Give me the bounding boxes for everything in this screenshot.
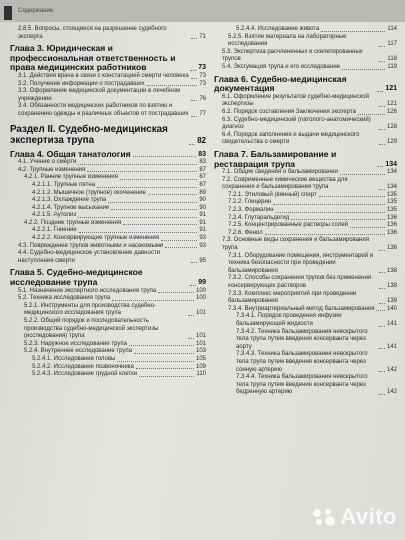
toc-entry — [214, 94, 397, 109]
toc-page-number: 140 — [386, 305, 397, 312]
toc-entry-title: 5.2.2. Общий порядок и последовательность производства судебно-медицинской экспертизы (исследования) трупа — [24, 318, 159, 340]
avito-watermark — [311, 504, 397, 530]
toc-entry-title: 4.2.1.4. Трупное высыхание — [32, 204, 110, 211]
dot-leader — [108, 202, 197, 203]
toc-page-number: 105 — [195, 355, 206, 362]
dot-leader — [111, 209, 197, 210]
dot-leader — [379, 348, 385, 349]
dot-leader — [319, 196, 385, 197]
toc-page-number: 73 — [199, 80, 206, 87]
toc-entry — [214, 306, 397, 314]
dot-leader — [376, 310, 385, 311]
toc-entry-title: 7.2.6. Фенол — [228, 229, 263, 236]
dot-leader — [147, 85, 198, 86]
toc-entry-title: 7.3.4.2. Техника бальзамирования невскрытого тела трупа путем введения консерванта через аорту — [236, 328, 368, 350]
toc-entry-title: 3.2. Получение информации о пострадавших — [18, 80, 145, 87]
toc-entry-title: 7.2.5. Концентрированные растворы солей — [228, 222, 349, 229]
dot-leader — [120, 179, 197, 180]
toc-entry — [10, 26, 206, 41]
dot-leader — [321, 31, 385, 32]
dot-leader — [379, 106, 385, 107]
toc-page-number: 83 — [199, 159, 206, 166]
toc-page-number: 87 — [199, 174, 206, 181]
dot-leader — [191, 78, 198, 79]
toc-entry — [214, 169, 397, 177]
toc-part-heading — [10, 124, 206, 147]
toc-entry — [214, 275, 397, 290]
dot-leader — [158, 292, 194, 293]
dot-leader — [291, 219, 385, 220]
toc-entry-title: 5.2.4.3. Исследование грудной клетки — [32, 371, 138, 378]
toc-chapter-heading — [214, 150, 397, 169]
toc-page-number: 134 — [386, 184, 397, 191]
toc-page-number: 138 — [386, 283, 397, 289]
toc-entry-title: Глава 3. Юридическая и профессиональная ответственность и права медицинских работников — [10, 43, 176, 73]
toc-entry-title: 7.3.4.1. Порядок проведения инфузии бальзамирующей жидкости — [236, 313, 342, 327]
dot-leader — [377, 166, 383, 167]
toc-page-number: 136 — [386, 245, 397, 252]
toc-entry — [214, 34, 397, 49]
dot-leader — [78, 217, 197, 218]
toc-entry-title: 4.4. Судебно-медицинское установление давности наступления смерти — [18, 250, 160, 264]
dot-leader — [148, 194, 197, 195]
toc-page-number: 136 — [386, 222, 397, 229]
toc-page-number: 103 — [195, 348, 206, 355]
toc-page-number: 76 — [199, 95, 206, 102]
dot-leader — [78, 164, 197, 165]
toc-entry-title: 5.2.4.4. Исследование живота — [236, 26, 320, 32]
toc-entry-title: 7.2. Современные химические вещества для сохранения и бальзамирования трупа — [222, 176, 348, 191]
toc-entry — [10, 159, 206, 167]
toc-entry-title: 5.2.4. Внутреннее исследование трупа — [24, 348, 133, 355]
toc-entry-title: 6.2. Порядок составления Заключения эксперта — [222, 108, 356, 115]
toc-page-number: 110 — [196, 371, 206, 378]
toc-entry-title: 4.3. Повреждение трупов животными и насекомыми — [18, 242, 164, 249]
toc-entry-title: 7.2.2. Глицерин — [228, 199, 272, 206]
dot-leader — [139, 376, 194, 377]
dot-leader — [379, 144, 385, 145]
toc-page-number: 134 — [385, 160, 397, 168]
toc-entry — [10, 182, 206, 190]
dot-leader — [379, 371, 385, 372]
toc-page-number: 141 — [386, 320, 397, 327]
toc-entry-title: 6.3. Судебно-медицинский (патолого-анатомический) диагноз — [222, 116, 371, 131]
toc-entry — [10, 318, 206, 341]
dot-leader — [273, 204, 385, 205]
toc-chapter-heading — [10, 268, 206, 287]
toc-entry — [214, 64, 397, 72]
toc-chapter-heading — [10, 150, 206, 160]
toc-page-number: 101 — [195, 310, 206, 317]
toc-entry-title: 4.1. Учение о смерти — [18, 159, 77, 166]
dot-leader — [188, 338, 194, 339]
toc-entry — [214, 49, 397, 64]
toc-entry-title: 4.2.1.5. Аутолиз — [32, 212, 77, 219]
toc-entry — [10, 250, 206, 265]
toc-entry-title: 5.2.3. Наружное исследование трупа — [24, 340, 127, 347]
dot-leader — [129, 345, 194, 346]
dot-leader — [112, 300, 194, 301]
toc-entry-title: 5.2.1. Инструменты для производства судебно-медицинского исследования трупа — [24, 302, 157, 317]
toc-chapter-heading — [214, 75, 397, 94]
toc-entry-title: 7.3.1. Оборудование помещения, инструментарий и техника безопасности при проведении бальзамирования — [228, 252, 374, 274]
toc-entry — [214, 132, 397, 147]
toc-entry-title: 3.1. Действия врача в связи с констатацией смерти человека — [18, 72, 189, 79]
toc-entry-title: 2.8.5. Вопросы, стоящиеся на разрешение судебного эксперта — [18, 26, 167, 40]
toc-chapter-heading — [10, 44, 206, 73]
toc-entry-title: 7.3.3. Комплекс мероприятий при проведении бальзамирования — [228, 290, 357, 305]
toc-entry-title: 5.2.4.2. Исследование позвоночника — [32, 363, 134, 370]
toc-page-number: 139 — [386, 298, 397, 305]
dot-leader — [377, 91, 383, 92]
toc-page-number: 91 — [199, 219, 206, 226]
toc-entry — [214, 230, 397, 238]
toc-page-number: 101 — [195, 333, 206, 340]
toc-page-number: 99 — [198, 279, 206, 287]
dot-leader — [379, 189, 385, 190]
dot-leader — [340, 174, 385, 175]
dot-leader — [79, 232, 198, 233]
toc-entry — [10, 205, 206, 213]
toc-entry-title: 3.3. Оформление медицинской документации в лечебном учреждении — [18, 88, 181, 102]
dot-leader — [134, 353, 194, 354]
toc-entry-title: 4.2.2. Поздние трупные изменения — [24, 219, 122, 226]
toc-page-number: 135 — [386, 199, 397, 206]
dot-leader — [379, 129, 385, 130]
toc-entry — [10, 103, 206, 118]
dot-leader — [117, 361, 194, 362]
toc-entry — [214, 222, 397, 230]
toc-page-number: 93 — [199, 242, 206, 249]
toc-entry-title: 7.2.4. Глутаральдегид — [228, 214, 290, 221]
toc-entry-title: 4.2.1.2. Мышечное (трупное) окоченение — [32, 189, 146, 196]
dot-leader — [379, 394, 385, 395]
toc-page-number: 90 — [199, 197, 206, 204]
running-header: Содержание — [18, 8, 54, 14]
toc-entry — [10, 341, 206, 349]
toc-entry-title: 4.2.2.2. Консервирующие трупные изменения — [32, 235, 160, 242]
dot-leader — [123, 224, 197, 225]
toc-page-number: 77 — [199, 110, 206, 117]
toc-entry-title: 3.4. Обязанности медицинских работников по взятию и сохранению одежды и различных объектов от пострадавших — [18, 103, 189, 117]
toc-entry — [10, 356, 206, 364]
dot-leader — [161, 240, 197, 241]
toc-entry — [214, 313, 397, 328]
toc-page-number: 91 — [199, 227, 206, 234]
toc-entry — [214, 192, 397, 200]
dot-leader — [379, 288, 385, 289]
dot-leader — [190, 285, 196, 286]
toc-entry — [10, 73, 206, 81]
toc-page-number: 73 — [198, 64, 206, 72]
chapter-tab-marker — [4, 6, 12, 20]
toc-page-number: 141 — [386, 343, 397, 350]
toc-page-number: 93 — [199, 235, 206, 242]
dot-leader — [165, 247, 197, 248]
toc-entry — [10, 88, 206, 103]
toc-entry-title: 5.3. Экспертиза расчлененных и скелетированных трупов — [222, 48, 363, 63]
toc-page-number: 138 — [386, 267, 397, 274]
dot-leader — [188, 315, 194, 316]
toc-page-number: 89 — [199, 189, 206, 196]
toc-entry — [10, 220, 206, 228]
toc-page-number: 136 — [386, 229, 397, 236]
toc-page-number: 71 — [199, 33, 206, 40]
dot-leader — [191, 116, 197, 117]
toc-entry — [214, 26, 397, 34]
toc-entry-title: 7.3.4.4. Техника бальзамирования невскрытого тела трупа путем введения консерванта через бедренную артерию — [236, 374, 368, 396]
toc-entry — [10, 190, 206, 198]
toc-entry-title: Глава 7. Бальзамирование и реставрация трупа — [214, 148, 337, 169]
toc-entry — [10, 348, 206, 356]
toc-entry — [214, 291, 397, 306]
dot-leader — [379, 46, 385, 47]
watermark-text: Avito — [340, 504, 397, 529]
toc-page-number: 117 — [387, 41, 397, 48]
toc-page-number: 126 — [386, 108, 397, 115]
toc-page-number: 134 — [386, 169, 397, 176]
toc-entry-title: Раздел II. Судебно-медицинская экспертиза трупа — [10, 123, 168, 147]
toc-entry — [10, 371, 206, 379]
toc-entry-title: 7.2.3. Формалин — [228, 207, 274, 214]
toc-entry-title: 4.2.1. Ранние трупные изменения — [24, 174, 118, 181]
avito-dots-icon — [311, 507, 337, 527]
dot-leader — [379, 250, 385, 251]
dot-leader — [358, 114, 385, 115]
toc-page-number: 90 — [199, 204, 206, 211]
toc-page-number: 100 — [195, 287, 206, 294]
toc-page-number: 121 — [385, 85, 397, 93]
dot-leader — [276, 212, 385, 213]
toc-entry-title: Глава 6. Судебно-медицинская документация — [214, 73, 347, 94]
toc-entry — [10, 212, 206, 220]
toc-page-number: 100 — [195, 295, 206, 302]
toc-entry-title: 5.2.4.1. Исследование головы — [32, 355, 116, 362]
dot-leader — [191, 100, 197, 101]
toc-page-number: 136 — [386, 214, 397, 221]
toc-entry — [10, 227, 206, 235]
toc-entry — [10, 303, 206, 318]
dot-leader — [379, 272, 385, 273]
toc-entry-title: 5.2. Техника исследования трупа — [18, 295, 111, 302]
toc-entry — [10, 295, 206, 303]
toc-entry-title: 7.2.1. Этиловый (винный) спирт — [228, 191, 317, 198]
toc-entry-title: 7.3.2. Способы сохранения трупов без применения консервирующих растворов — [228, 275, 372, 289]
toc-page-number: 95 — [199, 257, 206, 264]
dot-leader — [379, 326, 385, 327]
toc-entry-title: 7.3.4. Внутриартериальный метод бальзамирования — [228, 305, 375, 312]
toc-page-number: 119 — [387, 63, 397, 70]
dot-leader — [265, 234, 385, 235]
toc-page-number: 87 — [199, 181, 206, 188]
toc-entry — [214, 199, 397, 207]
dot-leader — [87, 171, 197, 172]
toc-entry — [10, 235, 206, 243]
toc-page-number: 135 — [386, 191, 397, 198]
toc-entry — [214, 207, 397, 215]
dot-leader — [191, 262, 197, 263]
toc-page-number: 135 — [386, 207, 397, 214]
toc-entry — [214, 351, 397, 374]
toc-entry-title: 4.2.1.1. Трупные пятна — [32, 181, 96, 188]
toc-entry — [214, 374, 397, 397]
toc-entry — [10, 243, 206, 251]
toc-page-number: 109 — [195, 363, 206, 370]
toc-page-number: 91 — [199, 212, 206, 219]
toc-entry-title: 5.2.5. Взятие материала на лабораторные исследования — [228, 33, 347, 48]
toc-page-number: 118 — [387, 56, 397, 63]
toc-entry-title: 6.4. Порядок заполнения и выдачи медицинского свидетельства о смерти — [222, 131, 360, 146]
dot-leader — [189, 144, 195, 145]
dot-leader — [379, 61, 385, 62]
toc-entry-title: 5.1. Назначение экспертного исследования трупа — [18, 287, 157, 294]
toc-entry — [214, 253, 397, 276]
toc-entry-title: Глава 4. Общая танатология — [10, 148, 131, 159]
toc-page-number: 129 — [386, 139, 397, 146]
toc-entry — [214, 109, 397, 117]
toc-entry-title: 7.3. Основные виды сохранения и бальзамирования трупа — [222, 237, 369, 252]
toc-entry-title: 4.2.1.3. Охлаждение трупа — [32, 197, 107, 204]
toc-entry-title: 4.2.2.1. Гниение — [32, 227, 77, 234]
toc-entry — [10, 174, 206, 182]
toc-entry — [214, 237, 397, 252]
dot-leader — [350, 227, 385, 228]
toc-entry-title: 5.4. Эксгумация трупа и его исследование — [222, 63, 341, 70]
toc-page-number: 142 — [386, 389, 397, 396]
toc-page-number: 83 — [198, 150, 206, 158]
toc-entry — [10, 288, 206, 296]
toc-entry-title: 6.1. Оформление результатов судебно-медицинской экспертизы — [222, 93, 369, 108]
toc-page-number: 121 — [386, 101, 397, 108]
toc-entry — [10, 197, 206, 205]
toc-page-number: 73 — [199, 72, 206, 79]
dot-leader — [379, 303, 385, 304]
toc-page-number: 87 — [199, 166, 206, 173]
dot-leader — [97, 187, 197, 188]
page-top-strip — [0, 0, 405, 22]
toc-entry — [10, 167, 206, 175]
toc-entry — [214, 117, 397, 132]
toc-page-number: 82 — [197, 136, 206, 146]
toc-page-number: 142 — [386, 366, 397, 373]
toc-entry-title: 7.3.4.3. Техника бальзамирования невскрытого тела трупа путем введения консерванта через сонную артерию — [236, 351, 368, 373]
dot-leader — [133, 156, 197, 157]
toc-page-number: 128 — [386, 124, 397, 131]
toc-page-number: 114 — [387, 26, 397, 32]
toc-entry-title: 7.1. Общие сведения о бальзамировании — [222, 169, 338, 176]
toc-entry — [214, 177, 397, 192]
toc-left-column — [10, 26, 206, 379]
toc-page-number: 101 — [195, 340, 206, 347]
dot-leader — [136, 368, 194, 369]
toc-entry-title: Глава 5. Судебно-медицинское исследование трупа — [10, 267, 143, 288]
toc-right-column — [214, 26, 397, 397]
dot-leader — [190, 70, 196, 71]
dot-leader — [191, 38, 197, 39]
toc-entry — [214, 329, 397, 352]
toc-entry-title: 4.2. Трупные изменения — [18, 166, 86, 173]
dot-leader — [342, 69, 385, 70]
